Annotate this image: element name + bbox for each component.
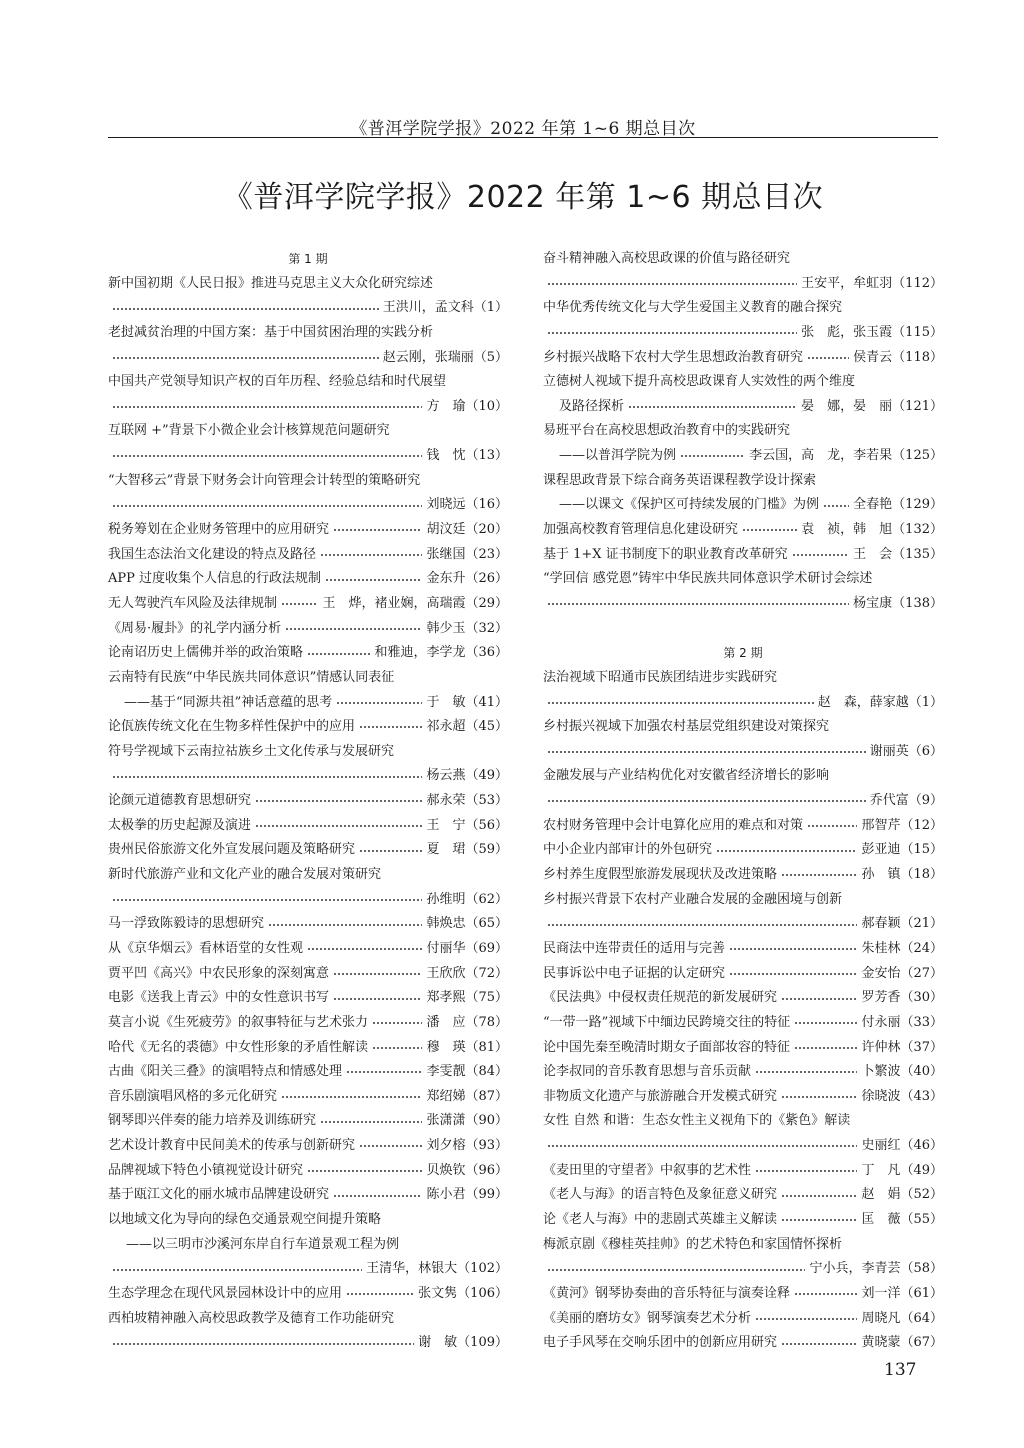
toc-entry — [543, 1011, 943, 1036]
toc-entry — [108, 912, 508, 937]
entry-title: 论中国先秦至晚清时期女子面部妆容的特征 — [543, 1039, 791, 1055]
entry-title: 课程思政背景下综合商务英语课程教学设计探索 — [543, 472, 817, 488]
toc-entry — [108, 321, 508, 346]
toc-entry — [108, 592, 508, 617]
toc-entry — [108, 1257, 508, 1282]
entry-author-page: 王安平，牟虹羽（112） — [801, 275, 943, 291]
entry-author-page: 付丽华（69） — [426, 940, 508, 956]
toc-entry — [543, 912, 943, 937]
entry-title: 莫言小说《生死疲劳》的叙事特征与艺术张力 — [108, 1014, 369, 1030]
dot-leader — [359, 850, 422, 852]
entry-author-page: 陈小君（99） — [426, 1187, 508, 1203]
toc-entry — [543, 814, 943, 839]
dot-leader — [794, 1047, 857, 1049]
entry-author-page: 谢 敏（109） — [418, 1335, 508, 1351]
toc-entry — [108, 1085, 508, 1110]
toc-entry — [543, 370, 943, 395]
toc-entry — [108, 567, 508, 592]
entry-title: ——以三明市沙溪河东岸自行车道景观工程为例 — [126, 1236, 400, 1252]
dot-leader — [716, 850, 857, 852]
entry-author-page: 朱桂林（24） — [861, 940, 943, 956]
entry-title: 易班平台在高校思想政治教育中的实践研究 — [543, 423, 791, 439]
entry-title: ——基于“同源共祖”神话意蕴的思考 — [124, 694, 333, 710]
entry-author-page: 方 瑜（10） — [426, 398, 508, 414]
entry-title: 以地域文化为导向的绿色交通景观空间提升策略 — [108, 1211, 382, 1227]
toc-entry — [543, 493, 943, 518]
toc-entry — [543, 1134, 943, 1159]
entry-title: 女性 自然 和谐：生态女性主义视角下的《紫色》解读 — [543, 1113, 851, 1129]
dot-leader — [112, 308, 379, 310]
entry-author-page: 史丽红（46） — [861, 1138, 943, 1154]
entry-title: 民事诉讼中电子证据的认定研究 — [543, 965, 726, 981]
entry-author-page: 全春艳（129） — [853, 497, 943, 513]
toc-entry — [108, 469, 508, 494]
entry-title: 新中国初期《人民日报》推进马克思主义大众化研究综述 — [108, 275, 434, 291]
toc-entry — [543, 838, 943, 863]
entry-author-page: 袁 祯，韩 旭（132） — [801, 522, 943, 538]
dot-leader — [112, 776, 422, 778]
dot-leader — [112, 357, 379, 359]
entry-title: 老挝减贫治理的中国方案：基于中国贫困治理的实践分析 — [108, 324, 434, 340]
toc-entry — [543, 1183, 943, 1208]
entry-title: ——以普洱学院为例 — [559, 448, 677, 464]
entry-author-page: 韩少玉（32） — [426, 620, 508, 636]
entry-title: 立德树人视域下提升高校思政课育人实效性的两个维度 — [543, 374, 856, 390]
entry-title: 电子手风琴在交响乐团中的创新应用研究 — [543, 1335, 778, 1351]
header-rule — [108, 137, 938, 138]
entry-title: 马一浮致陈毅诗的思想研究 — [108, 916, 265, 932]
toc-entry — [108, 691, 508, 716]
dot-leader — [755, 1071, 857, 1073]
toc-entry — [543, 419, 943, 444]
dot-leader — [547, 603, 849, 605]
entry-author-page: 黄晓蒙（67） — [861, 1335, 943, 1351]
page-number: 137 — [884, 1360, 917, 1380]
entry-author-page: 孙 镇（18） — [861, 867, 943, 883]
toc-entry — [108, 518, 508, 543]
toc-entry — [108, 1159, 508, 1184]
entry-title: 法治视域下昭通市民族团结进步实践研究 — [543, 669, 778, 685]
dot-leader — [372, 1047, 422, 1049]
dot-leader — [325, 579, 422, 581]
toc-entry — [543, 1257, 943, 1282]
dot-leader — [285, 628, 422, 630]
dot-leader — [547, 751, 866, 753]
entry-author-page: 郑绍娣（87） — [426, 1088, 508, 1104]
dot-leader — [112, 406, 422, 408]
entry-title: 非物质文化遗产与旅游融合开发模式研究 — [543, 1088, 778, 1104]
toc-entry — [108, 986, 508, 1011]
dot-leader — [255, 800, 422, 802]
entry-author-page: 夏 珺（59） — [426, 842, 508, 858]
toc-entry — [543, 518, 943, 543]
toc-entry — [108, 1134, 508, 1159]
toc-entry — [108, 962, 508, 987]
toc-entry — [543, 395, 943, 420]
toc-entry — [108, 863, 508, 888]
entry-author-page: 周晓凡（64） — [861, 1310, 943, 1326]
toc-entry — [108, 641, 508, 666]
entry-author-page: 贝焕钦（96） — [426, 1162, 508, 1178]
entry-author-page: 宁小兵，李青芸（58） — [809, 1261, 943, 1277]
entry-author-page: 王 会（135） — [853, 546, 943, 562]
entry-author-page: 祁永超（45） — [426, 719, 508, 735]
dot-leader — [781, 1219, 857, 1221]
dot-leader — [372, 1022, 422, 1024]
toc-entry — [543, 863, 943, 888]
dot-leader — [729, 948, 857, 950]
toc-entry — [543, 444, 943, 469]
toc-entry — [543, 691, 943, 716]
entry-title: 基于 1+X 证书制度下的职业教育改革研究 — [543, 546, 788, 562]
dot-leader — [547, 1269, 805, 1271]
entry-title: 新时代旅游产业和文化产业的融合发展对策研究 — [108, 867, 382, 883]
entry-author-page: 潘 应（78） — [426, 1014, 508, 1030]
entry-author-page: 赵 森，薛家越（1） — [817, 694, 943, 710]
dot-leader — [281, 603, 318, 605]
dot-leader — [781, 874, 857, 876]
toc-entry — [108, 814, 508, 839]
entry-title: “大智移云”背景下财务会计向管理会计转型的策略研究 — [108, 472, 421, 488]
entry-author-page: 杨宝康（138） — [853, 595, 943, 611]
entry-author-page: 和雅迪，李学龙（36） — [374, 645, 508, 661]
entry-author-page: 付永丽（33） — [861, 1014, 943, 1030]
dot-leader — [112, 1269, 362, 1271]
toc-entry — [543, 1307, 943, 1332]
toc-entry — [543, 1085, 943, 1110]
dot-leader — [112, 899, 422, 901]
entry-title: 税务筹划在企业财务管理中的应用研究 — [108, 522, 330, 538]
entry-title: 及路径探析 — [559, 398, 625, 414]
dot-leader — [320, 1121, 422, 1123]
toc-entry — [108, 1282, 508, 1307]
toc-entry — [543, 789, 943, 814]
toc-entry — [543, 1331, 943, 1356]
dot-leader — [792, 554, 849, 556]
toc-entry — [543, 740, 943, 765]
entry-author-page: 钱 忱（13） — [426, 448, 508, 464]
toc-entry — [543, 346, 943, 371]
dot-leader — [268, 924, 422, 926]
entry-author-page: 刘晓远（16） — [426, 497, 508, 513]
entry-title: 《周易·履卦》的礼学内涵分析 — [108, 620, 282, 636]
entry-author-page: 赵 娟（52） — [861, 1187, 943, 1203]
section-spacer — [543, 617, 943, 642]
dot-leader — [307, 948, 422, 950]
dot-leader — [781, 1195, 857, 1197]
toc-entry — [108, 346, 508, 371]
entry-author-page: 许仲林（37） — [861, 1039, 943, 1055]
entry-title: 古曲《阳关三叠》的演唱特点和情感处理 — [108, 1064, 343, 1080]
toc-entry — [108, 1233, 508, 1258]
entry-title: 哈代《无名的裘德》中女性形象的矛盾性解读 — [108, 1039, 369, 1055]
page-title: 《普洱学院学报》2022 年第 1~6 期总目次 — [222, 180, 824, 215]
entry-author-page: 匡 薇（55） — [861, 1211, 943, 1227]
toc-entry — [108, 419, 508, 444]
entry-title: 钢琴即兴伴奏的能力培养及训练研究 — [108, 1113, 317, 1129]
dot-leader — [333, 529, 422, 531]
entry-author-page: 侯青云（118） — [853, 349, 943, 365]
dot-leader — [547, 1145, 857, 1147]
toc-entry — [543, 1060, 943, 1085]
entry-title: 贾平凹《高兴》中农民形象的深刻寓意 — [108, 965, 330, 981]
toc-entry — [543, 1036, 943, 1061]
entry-author-page: 丁 凡（49） — [861, 1162, 943, 1178]
toc-entry — [108, 444, 508, 469]
dot-leader — [333, 973, 422, 975]
toc-entry — [108, 1109, 508, 1134]
dot-leader — [755, 1170, 857, 1172]
toc-entry — [543, 1159, 943, 1184]
entry-author-page: 韩焕忠（65） — [426, 916, 508, 932]
entry-title: 太极拳的历史起源及演进 — [108, 817, 252, 833]
dot-leader — [359, 726, 422, 728]
entry-title: 乡村振兴战略下农村大学生思想政治教育研究 — [543, 349, 804, 365]
running-head: 《普洱学院学报》2022 年第 1~6 期总目次 — [350, 119, 696, 139]
dot-leader — [742, 529, 797, 531]
entry-author-page: 穆 瑛（81） — [426, 1039, 508, 1055]
dot-leader — [281, 1096, 422, 1098]
toc-entry — [108, 937, 508, 962]
toc-entry — [543, 1208, 943, 1233]
dot-leader — [628, 406, 797, 408]
toc-entry — [543, 986, 943, 1011]
toc-entry — [108, 715, 508, 740]
entry-title: 中华优秀传统文化与大学生爱国主义教育的融合探究 — [543, 300, 843, 316]
entry-author-page: 罗芳香（30） — [861, 990, 943, 1006]
entry-title: 农村财务管理中会计电算化应用的难点和对策 — [543, 817, 804, 833]
toc-entry — [543, 764, 943, 789]
entry-author-page: 王清华，林银大（102） — [366, 1261, 508, 1277]
dot-leader — [547, 332, 797, 334]
entry-title: 基于瓯江文化的丽水城市品牌建设研究 — [108, 1187, 330, 1203]
entry-title: 论佤族传统文化在生物多样性保护中的应用 — [108, 719, 356, 735]
toc-entry — [543, 1233, 943, 1258]
dot-leader — [547, 283, 797, 285]
entry-title: 乡村振兴视域下加强农村基层党组织建设对策探究 — [543, 719, 830, 735]
entry-title: “学回信 感党恩”铸牢中华民族共同体意识学术研讨会综述 — [543, 571, 873, 587]
entry-title: 梅派京剧《穆桂英挂帅》的艺术特色和家国情怀探析 — [543, 1236, 843, 1252]
toc-entry — [543, 247, 943, 272]
entry-title: APP 过度收集个人信息的行政法规制 — [108, 571, 322, 587]
toc-entry — [108, 272, 508, 297]
entry-title: 中小企业内部审计的外包研究 — [543, 842, 713, 858]
entry-author-page: 王 宁（56） — [426, 817, 508, 833]
entry-author-page: 刘夕榕（93） — [426, 1138, 508, 1154]
dot-leader — [794, 1022, 857, 1024]
entry-author-page: 邢智芹（12） — [861, 817, 943, 833]
issue-heading: 第 2 期 — [723, 646, 763, 661]
dot-leader — [112, 1343, 414, 1345]
entry-author-page: 谢丽英（6） — [869, 743, 943, 759]
dot-leader — [547, 702, 814, 704]
toc-entry — [543, 592, 943, 617]
entry-title: 《老人与海》的语言特色及象征意义研究 — [543, 1187, 778, 1203]
entry-title: 《麦田里的守望者》中叙事的艺术性 — [543, 1162, 752, 1178]
toc-entry — [108, 543, 508, 568]
dot-leader — [807, 825, 857, 827]
dot-leader — [320, 554, 422, 556]
dot-leader — [781, 1096, 857, 1098]
entry-title: 论《老人与海》中的悲剧式英雄主义解读 — [543, 1211, 778, 1227]
dot-leader — [547, 800, 866, 802]
entry-author-page: 郝永荣（53） — [426, 793, 508, 809]
entry-author-page: 彭亚迪（15） — [861, 842, 943, 858]
toc-entry — [108, 1307, 508, 1332]
entry-author-page: 李云国，高 龙，李若果（125） — [749, 448, 943, 464]
toc-entry — [108, 617, 508, 642]
dot-leader — [729, 973, 857, 975]
entry-title: 论李叔同的音乐教育思想与音乐贡献 — [543, 1064, 752, 1080]
entry-title: 奋斗精神融入高校思政课的价值与路径研究 — [543, 251, 791, 266]
toc-entry — [108, 764, 508, 789]
entry-title: 西柏坡精神融入高校思政教学及德育工作功能研究 — [108, 1310, 395, 1326]
toc-entry — [543, 1109, 943, 1134]
toc-entry — [108, 838, 508, 863]
toc-entry — [108, 296, 508, 321]
issue-heading: 第 1 期 — [288, 252, 328, 266]
toc-entry — [108, 666, 508, 691]
entry-title: 云南特有民族“中华民族共同体意识”情感认同表征 — [108, 669, 395, 685]
toc-entry — [108, 370, 508, 395]
toc-entry — [543, 962, 943, 987]
entry-author-page: 卜繁波（40） — [861, 1064, 943, 1080]
dot-leader — [346, 1071, 422, 1073]
toc-entry — [543, 937, 943, 962]
entry-title: 艺术设计教育中民间美术的传承与创新研究 — [108, 1138, 356, 1154]
toc-entry — [108, 493, 508, 518]
entry-author-page: 郝春颖（21） — [861, 916, 943, 932]
entry-title: 论颜元道德教育思想研究 — [108, 793, 252, 809]
entry-title: 乡村振兴背景下农村产业融合发展的金融困境与创新 — [543, 891, 843, 907]
dot-leader — [336, 702, 422, 704]
dot-leader — [112, 455, 422, 457]
toc-entry — [543, 321, 943, 346]
toc-entry — [543, 715, 943, 740]
toc-entry — [543, 543, 943, 568]
entry-title: 金融发展与产业结构优化对安徽省经济增长的影响 — [543, 768, 830, 784]
dot-leader — [807, 357, 849, 359]
toc-entry — [543, 469, 943, 494]
entry-author-page: 胡汶廷（20） — [426, 522, 508, 538]
entry-author-page: 赵云刚，张瑞丽（5） — [382, 349, 508, 365]
dot-leader — [794, 1293, 857, 1295]
entry-author-page: 王洪川，孟文科（1） — [382, 300, 508, 316]
dot-leader — [307, 653, 370, 655]
entry-author-page: 张文隽（106） — [418, 1285, 508, 1301]
entry-title: 生态学理念在现代风景园林设计中的应用 — [108, 1285, 343, 1301]
entry-author-page: 于 敏（41） — [426, 694, 508, 710]
entry-author-page: 徐晓波（43） — [861, 1088, 943, 1104]
entry-title: 论南诏历史上儒佛并举的政治策略 — [108, 645, 304, 661]
entry-author-page: 杨云燕（49） — [426, 768, 508, 784]
entry-title: 电影《送我上青云》中的女性意识书写 — [108, 990, 330, 1006]
dot-leader — [781, 998, 857, 1000]
entry-title: 加强高校教育管理信息化建设研究 — [543, 522, 739, 538]
entry-title: 乡村养生度假型旅游发展现状及改进策略 — [543, 867, 778, 883]
entry-title: 《美丽的磨坊女》钢琴演奏艺术分析 — [543, 1310, 752, 1326]
toc-entry — [543, 888, 943, 913]
dot-leader — [307, 1170, 422, 1172]
toc-entry — [108, 789, 508, 814]
toc-entry — [108, 888, 508, 913]
dot-leader — [680, 455, 745, 457]
toc-entry — [108, 740, 508, 765]
entry-author-page: 张 彪，张玉霞（115） — [801, 324, 943, 340]
toc-entry — [543, 567, 943, 592]
entry-author-page: 刘一洋（61） — [861, 1285, 943, 1301]
toc-entry — [108, 395, 508, 420]
dot-leader — [333, 998, 422, 1000]
entry-title: 民商法中连带责任的适用与完善 — [543, 940, 726, 956]
entry-title: ——以课文《保护区可持续发展的门槛》为例 — [559, 497, 820, 513]
entry-author-page: 李雯靓（84） — [426, 1064, 508, 1080]
toc-entry — [543, 296, 943, 321]
toc-entry — [108, 1208, 508, 1233]
entry-title: “一带一路”视域下中缅边民跨境交往的特征 — [543, 1014, 791, 1030]
toc-entry — [543, 272, 943, 297]
dot-leader — [346, 1293, 414, 1295]
entry-author-page: 王欣欣（72） — [426, 965, 508, 981]
toc-left-column — [108, 247, 508, 1356]
toc-entry — [108, 1183, 508, 1208]
entry-title: 中国共产党领导知识产权的百年历程、经验总结和时代展望 — [108, 374, 447, 390]
dot-leader — [359, 1145, 422, 1147]
entry-title: 无人驾驶汽车风险及法律规制 — [108, 595, 278, 611]
entry-author-page: 郑孝熙（75） — [426, 990, 508, 1006]
dot-leader — [755, 1318, 857, 1320]
dot-leader — [112, 505, 422, 507]
entry-title: 《黄河》钢琴协奏曲的音乐特征与演奏诠释 — [543, 1285, 791, 1301]
dot-leader — [781, 1343, 857, 1345]
entry-title: 从《京华烟云》看林语堂的女性观 — [108, 940, 304, 956]
dot-leader — [255, 825, 422, 827]
entry-title: 贵州民俗旅游文化外宣发展问题及策略研究 — [108, 842, 356, 858]
entry-author-page: 金安怡（27） — [861, 965, 943, 981]
entry-title: 我国生态法治文化建设的特点及路径 — [108, 546, 317, 562]
entry-title: 音乐剧演唱风格的多元化研究 — [108, 1088, 278, 1104]
entry-author-page: 孙维明（62） — [426, 891, 508, 907]
entry-author-page: 乔代富（9） — [869, 793, 943, 809]
toc-entry — [108, 1011, 508, 1036]
entry-author-page: 张继国（23） — [426, 546, 508, 562]
dot-leader — [547, 924, 857, 926]
entry-author-page: 晏 娜，晏 丽（121） — [801, 398, 943, 414]
toc-entry — [543, 666, 943, 691]
entry-author-page: 王 烨，褚业娴，高瑞霞（29） — [322, 595, 508, 611]
entry-title: 互联网 +”背景下小微企业会计核算规范问题研究 — [108, 423, 390, 439]
entry-title: 品牌视域下特色小镇视觉设计研究 — [108, 1162, 304, 1178]
dot-leader — [823, 505, 849, 507]
entry-author-page: 金东升（26） — [426, 571, 508, 587]
entry-title: 符号学视域下云南拉祜族乡土文化传承与发展研究 — [108, 743, 395, 759]
entry-title: 《民法典》中侵权责任规范的新发展研究 — [543, 990, 778, 1006]
toc-entry — [543, 1282, 943, 1307]
entry-author-page: 张潇潇（90） — [426, 1113, 508, 1129]
dot-leader — [333, 1195, 422, 1197]
toc-right-column — [543, 247, 943, 1356]
toc-entry — [108, 1036, 508, 1061]
toc-entry — [108, 1331, 508, 1356]
toc-entry — [108, 1060, 508, 1085]
